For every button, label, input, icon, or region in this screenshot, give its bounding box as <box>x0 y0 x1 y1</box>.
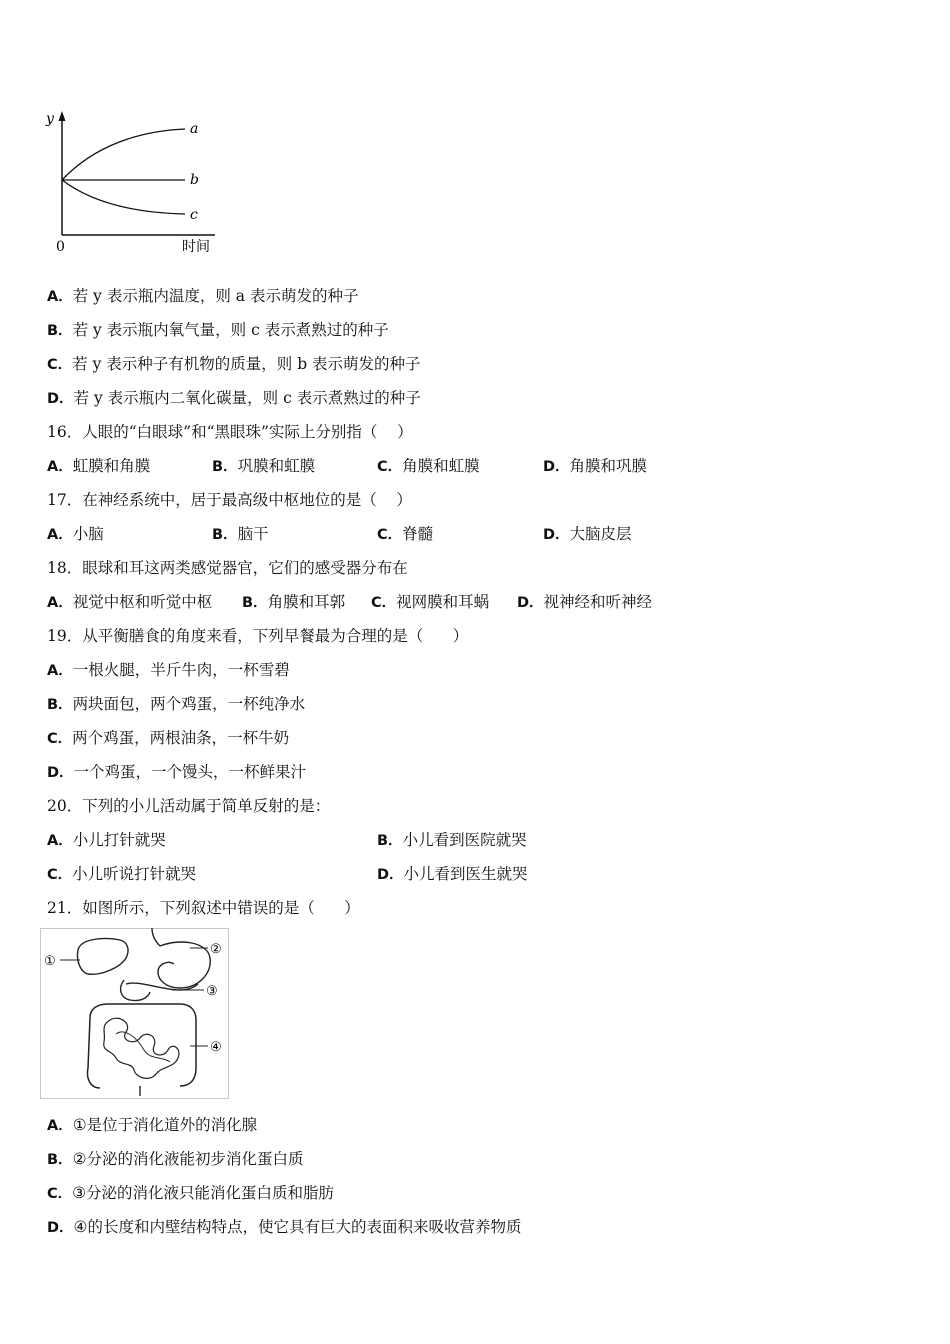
q19-option-d: D．一个鸡蛋，一个馒头，一杯鲜果汁 <box>47 763 307 781</box>
figure-label-3: ③ <box>206 984 218 999</box>
figure-label-2: ② <box>210 942 222 957</box>
q16-option-a: A．虹膜和角膜 <box>47 457 151 475</box>
q16-option-b: B．巩膜和虹膜 <box>212 457 316 475</box>
figure-frame <box>41 929 229 1099</box>
q21-option-b: B．②分泌的消化液能初步消化蛋白质 <box>47 1150 304 1168</box>
q19-option-c: C．两个鸡蛋，两根油条，一杯牛奶 <box>47 729 290 747</box>
q17-option-a: A．小脑 <box>47 525 104 543</box>
q17-option-c: C．脊髓 <box>377 525 434 543</box>
q16-stem: 16．人眼的“白眼球”和“黑眼珠”实际上分别指（ ） <box>47 423 413 441</box>
esophagus-shape <box>152 928 160 946</box>
stomach-shape <box>158 942 210 988</box>
q19-stem: 19．从平衡膳食的角度来看，下列早餐最为合理的是（ ） <box>47 627 469 645</box>
q18-option-d: D．视神经和听神经 <box>517 593 653 611</box>
q18-stem: 18．眼球和耳这两类感觉器官，它们的感受器分布在 <box>47 559 408 577</box>
curve-a <box>62 129 185 180</box>
q19-option-b: B．两块面包，两个鸡蛋，一杯纯净水 <box>47 695 306 713</box>
q18-option-a: A．视觉中枢和听觉中枢 <box>47 593 213 611</box>
growth-curve-graph <box>40 105 240 265</box>
figure-label-4: ④ <box>210 1040 222 1055</box>
q19-option-a: A．一根火腿，半斤牛肉，一杯雪碧 <box>47 661 290 679</box>
q20-option-b: B．小儿看到医院就哭 <box>377 831 527 849</box>
figure-label-1: ① <box>44 954 56 969</box>
q20-option-a: A．小儿打针就哭 <box>47 831 166 849</box>
q21-option-c: C．③分泌的消化液只能消化蛋白质和脂肪 <box>47 1184 335 1202</box>
curve-c <box>62 180 185 214</box>
q20-option-d: D．小儿看到医生就哭 <box>377 865 528 883</box>
small-intestine-shape <box>104 1018 179 1078</box>
q18-option-b: B．角膜和耳郭 <box>242 593 346 611</box>
liver-shape <box>77 938 128 974</box>
pancreas-shape <box>126 983 198 990</box>
q15-option-d: D．若 y 表示瓶内二氧化碳量，则 c 表示煮熟过的种子 <box>47 389 421 407</box>
q16-option-d: D．角膜和巩膜 <box>543 457 648 475</box>
y-axis-label: y <box>46 111 54 127</box>
q20-option-c: C．小儿听说打针就哭 <box>47 865 197 883</box>
q17-stem: 17．在神经系统中，居于最高级中枢地位的是（ ） <box>47 491 412 509</box>
q21-option-d: D．④的长度和内壁结构特点，使它具有巨大的表面积来吸收营养物质 <box>47 1218 522 1236</box>
q15-option-b: B．若 y 表示瓶内氧气量，则 c 表示煮熟过的种子 <box>47 321 389 339</box>
curve-c-label: c <box>190 207 198 223</box>
y-axis-arrow-icon <box>59 111 66 121</box>
q18-option-c: C．视网膜和耳蜗 <box>371 593 490 611</box>
curve-a-label: a <box>190 121 199 137</box>
q15-option-a: A．若 y 表示瓶内温度，则 a 表示萌发的种子 <box>47 287 359 305</box>
q15-option-c: C．若 y 表示种子有机物的质量，则 b 表示萌发的种子 <box>47 355 421 373</box>
q21-option-a: A．①是位于消化道外的消化腺 <box>47 1116 258 1134</box>
q17-option-d: D．大脑皮层 <box>543 525 632 543</box>
q17-option-b: B．脑干 <box>212 525 269 543</box>
q16-option-c: C．角膜和虹膜 <box>377 457 480 475</box>
origin-label: 0 <box>56 239 65 255</box>
q21-stem: 21．如图所示，下列叙述中错误的是（ ） <box>47 899 360 917</box>
x-axis-label: 时间 <box>182 239 210 255</box>
q20-stem: 20．下列的小儿活动属于简单反射的是： <box>47 797 331 815</box>
curve-b-label: b <box>190 172 199 188</box>
digestive-system-figure <box>40 928 232 1100</box>
